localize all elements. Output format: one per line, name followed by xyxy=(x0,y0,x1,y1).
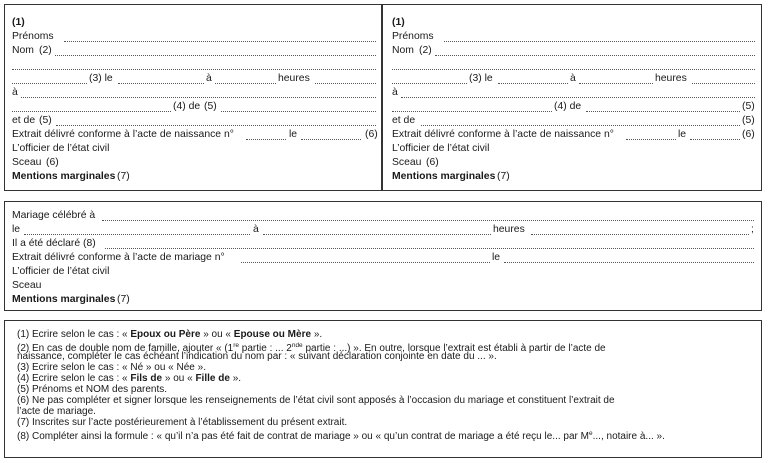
ref-5: (5) xyxy=(204,101,217,112)
ref-2: (2) xyxy=(39,45,52,56)
mariage-time-field[interactable] xyxy=(263,234,491,235)
nom-label: Nom xyxy=(392,45,414,56)
mariage-sceau-label: Sceau xyxy=(12,280,42,291)
acte-num-field[interactable] xyxy=(626,139,676,140)
mariage-officier-label: L’officier de l’état civil xyxy=(12,266,110,277)
note-2-cont: naissance, compléter le cas échéant l’indication du nom par : « suivant déclaration conjointe en date du ... ». xyxy=(17,351,497,362)
time-field[interactable] xyxy=(215,83,276,84)
mariage-semicolon: ; xyxy=(751,224,754,235)
note-7: (7) Inscrites sur l’acte postérieurement à l’établissement du présent extrait. xyxy=(17,417,348,428)
ref-5: (5) xyxy=(742,101,755,112)
mariage-acte-date-field[interactable] xyxy=(504,262,754,263)
ref-5b: (5) xyxy=(742,115,755,126)
heures-label: heures xyxy=(278,73,310,84)
sceau-label: Sceau xyxy=(12,157,42,168)
marriage-extract xyxy=(4,201,762,311)
ref-6b: (6) xyxy=(46,157,59,168)
ref-6: (6) xyxy=(742,129,755,140)
mariage-heures-label: heures xyxy=(493,224,525,235)
nom-field-2[interactable] xyxy=(12,69,376,70)
birth-field[interactable] xyxy=(12,83,87,84)
note-6-cont: l’acte de mariage. xyxy=(17,406,96,417)
a-label-2: à xyxy=(12,87,18,98)
le-label: le xyxy=(289,129,298,140)
note-6: (6) Ne pas compléter et signer lorsque les renseignements de l’état civil sont apposés à l’occasion du mariage et constituent l’extrait de xyxy=(17,395,615,406)
acte-date-field[interactable] xyxy=(301,139,361,140)
prenoms-field[interactable] xyxy=(64,41,376,42)
a-label-2: à xyxy=(392,87,398,98)
note-2: (2) En cas de double nom de famille, ajouter « (1re partie : ... 2nde partie : ...) ». En outre, lorsque l’extrait est établi à partir de l’acte de xyxy=(17,342,606,354)
nom-field[interactable] xyxy=(55,55,376,56)
le-label: le xyxy=(678,129,687,140)
mariage-celebre-label: Mariage célébré à xyxy=(12,210,96,221)
mentions-label: Mentions marginales xyxy=(12,171,116,182)
mariage-a-label: à xyxy=(253,224,259,235)
ref-7: (7) xyxy=(117,171,130,182)
mariage-date-field[interactable] xyxy=(24,234,250,235)
after-time-field[interactable] xyxy=(315,83,376,84)
ref-3-le: (3) le xyxy=(469,73,493,84)
mentions-label: Mentions marginales xyxy=(392,171,496,182)
ref-4-de: (4) de xyxy=(173,101,201,112)
note-8: (8) Compléter ainsi la formule : « qu’il n’a pas été fait de contrat de mariage » ou « qu’un contrat de mariage a été reçu le... par Me..., notaire à... ». xyxy=(17,430,665,442)
ref-6: (6) xyxy=(365,129,378,140)
declare-label: Il a été déclaré (8) xyxy=(12,238,96,249)
mariage-extrait-label: Extrait délivré conforme à l’acte de mariage n° xyxy=(12,252,225,263)
mariage-le-label: le xyxy=(12,224,21,235)
note-1: (1) Ecrire selon le cas : « Epoux ou Père » ou « Epouse ou Mère ». xyxy=(17,329,323,340)
acte-date-field[interactable] xyxy=(690,139,740,140)
extrait-label: Extrait délivré conforme à l’acte de naissance n° xyxy=(392,129,614,140)
prenoms-label: Prénoms xyxy=(12,31,54,42)
mariage-le2-label: le xyxy=(492,252,501,263)
prenoms-label: Prénoms xyxy=(392,31,434,42)
prenoms-field[interactable] xyxy=(444,41,755,42)
nom-label: Nom xyxy=(12,45,34,56)
heures-label: heures xyxy=(655,73,687,84)
parent-field[interactable] xyxy=(392,111,552,112)
acte-num-field[interactable] xyxy=(246,139,286,140)
ref-7: (7) xyxy=(497,171,510,182)
mariage-lieu-field[interactable] xyxy=(102,220,754,221)
time-field[interactable] xyxy=(579,83,653,84)
note-4: (4) Ecrire selon le cas : « Fils de » ou « Fille de ». xyxy=(17,373,242,384)
officier-label: L’officier de l’état civil xyxy=(12,143,110,154)
birth-extract-left xyxy=(4,4,382,191)
officier-label: L’officier de l’état civil xyxy=(392,143,490,154)
place-field[interactable] xyxy=(401,97,755,98)
note-3: (3) Ecrire selon le cas : « Né » ou « Née ». xyxy=(17,362,206,373)
mariage-after-field[interactable] xyxy=(531,234,749,235)
etde-label: et de xyxy=(392,115,416,126)
mother-field[interactable] xyxy=(56,125,376,126)
birth-extract-right xyxy=(382,4,762,191)
ref-1: (1) xyxy=(392,17,405,28)
nom-field[interactable] xyxy=(435,55,755,56)
ref-6b: (6) xyxy=(426,157,439,168)
nom-field-2[interactable] xyxy=(392,69,755,70)
declare-field[interactable] xyxy=(105,248,754,249)
extrait-label: Extrait délivré conforme à l’acte de naissance n° xyxy=(12,129,234,140)
footnotes xyxy=(4,320,762,458)
parent-field[interactable] xyxy=(12,111,171,112)
ref-1: (1) xyxy=(12,17,25,28)
sceau-label: Sceau xyxy=(392,157,422,168)
date-field[interactable] xyxy=(498,83,568,84)
ref-4-de: (4) de xyxy=(554,101,582,112)
place-field[interactable] xyxy=(21,97,376,98)
after-time-field[interactable] xyxy=(692,83,755,84)
a-label: à xyxy=(206,73,212,84)
ref-2: (2) xyxy=(419,45,432,56)
birth-field[interactable] xyxy=(392,83,467,84)
a-label: à xyxy=(570,73,576,84)
ref-5b: (5) xyxy=(39,115,52,126)
note-5: (5) Prénoms et NOM des parents. xyxy=(17,384,168,395)
father-field[interactable] xyxy=(586,111,740,112)
mother-field[interactable] xyxy=(421,125,740,126)
ref-7: (7) xyxy=(117,294,130,305)
ref-3-le: (3) le xyxy=(89,73,113,84)
mariage-mentions-label: Mentions marginales xyxy=(12,294,116,305)
father-field[interactable] xyxy=(221,111,376,112)
date-field[interactable] xyxy=(118,83,204,84)
etde-label: et de xyxy=(12,115,36,126)
mariage-acte-num-field[interactable] xyxy=(241,262,490,263)
